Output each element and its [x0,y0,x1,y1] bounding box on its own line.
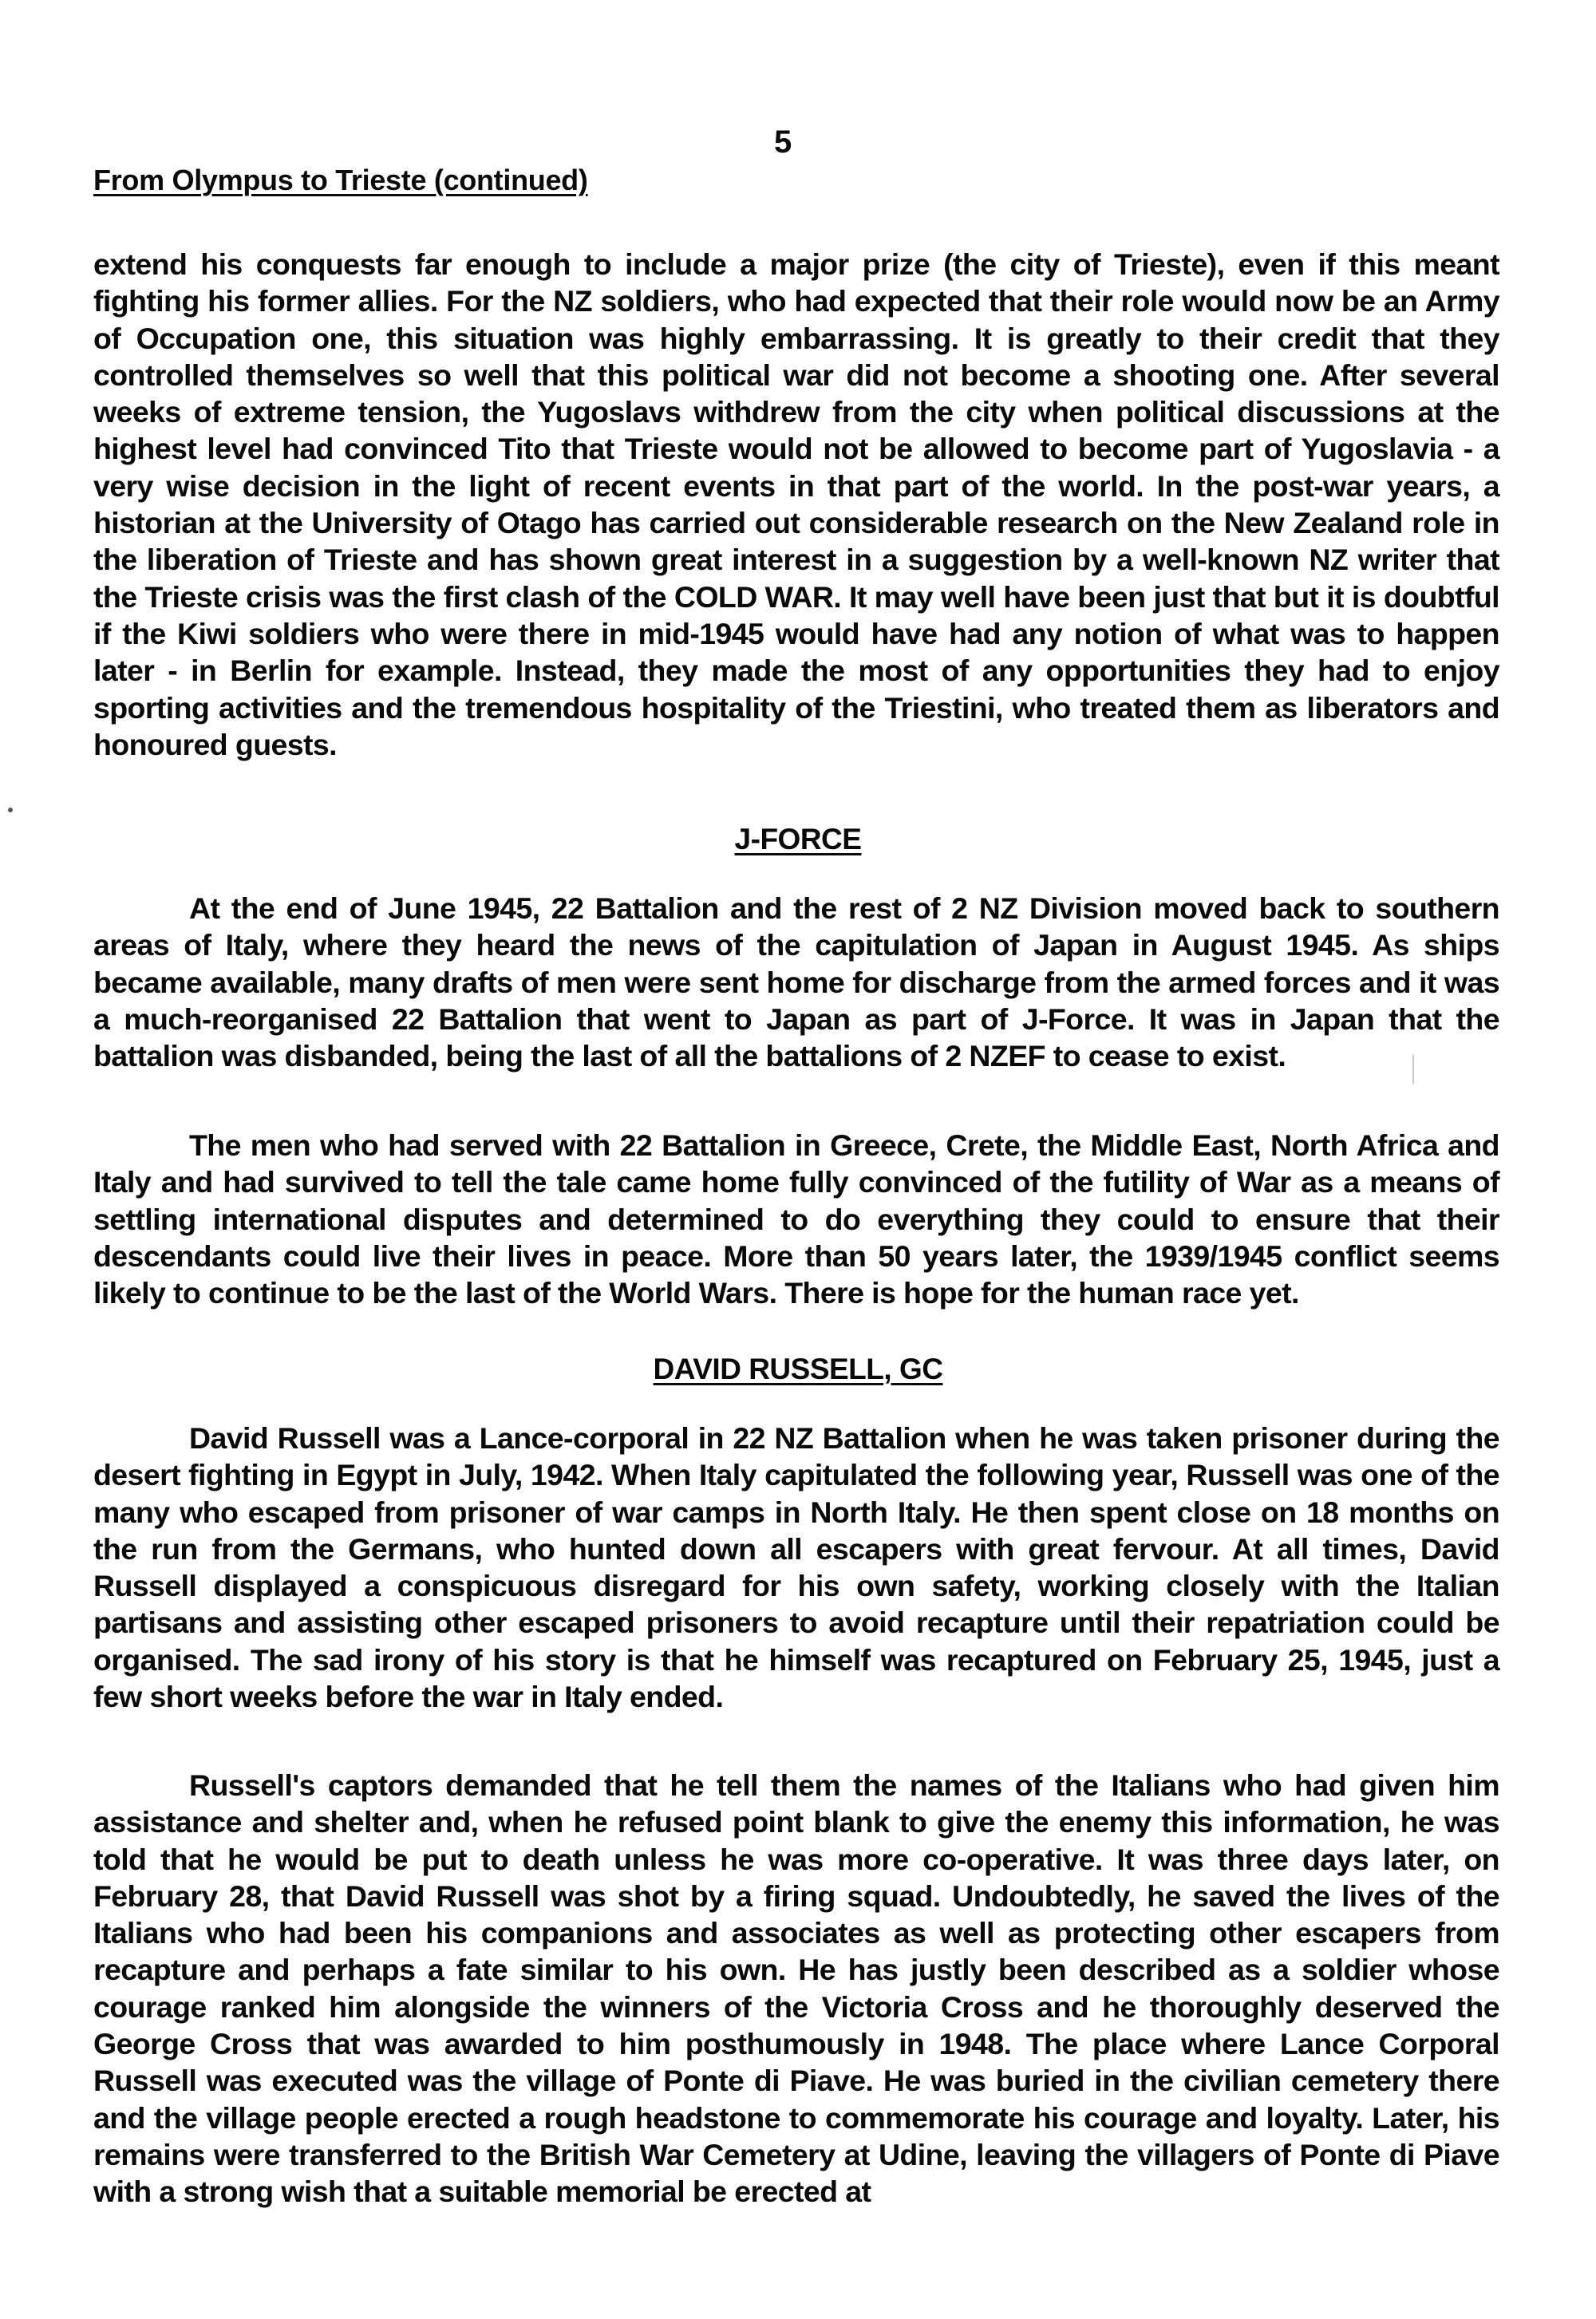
russell-heading: DAVID RUSSELL, GC [653,1353,943,1385]
page-number: 5 [774,124,792,160]
scan-speck [8,808,13,812]
jforce-paragraph-2: The men who had served with 22 Battalion in Greece, Crete, the Middle East, North Africa and Italy and had survived to tell the tale came home fully convinced of the futility of War as a means of settling international disputes and determined to do everything they could to ensure that their descendants could live their lives in peace. More than 50 years later, the 1939/1945 conflict seems likely to continue to be the last of the World Wars. There is hope for the human race yet. [93,1128,1499,1310]
russell-paragraph-2: Russell's captors demanded that he tell them the names of the Italians who had given him assistance and shelter and, when he refused point blank to give the enemy this information, he was told that he would be put to death unless he was more co-operative. It was three days later, on February 28, that David Russell was shot by a firing squad. Undoubtedly, he saved the lives of the Italians who had been his companions and associates as well as protecting other escapers from recapture and perhaps a fate similar to his own. He has justly been described as a soldier whose courage ranked him alongside the winners of the Victoria Cross and he thoroughly deserved the George Cross that was awarded to him posthumously in 1948. The place where Lance Corporal Russell was executed was the village of Ponte di Piave. He was buried in the civilian cemetery there and the village people erected a rough headstone to commemorate his courage and loyalty. Later, his remains were transferred to the British War Cemetery at Udine, leaving the villagers of Ponte di Piave with a strong wish that a suitable memorial be erected at [93,1768,1499,2209]
running-head: From Olympus to Trieste (continued) [93,164,588,196]
russell-paragraph-1: David Russell was a Lance-corporal in 22 NZ Battalion when he was taken prisoner during the desert fighting in Egypt in July, 1942. When Italy capitulated the following year, Russell was one of the many who escaped from prisoner of war camps in North Italy. He then spent close on 18 months on the run from the Germans, who hunted down all escapers with great fervour. At all times, David Russell displayed a conspicuous disregard for his own safety, working closely with the Italian partisans and assisting other escaped prisoners to avoid recapture until their repatriation could be organised. The sad irony of his story is that he himself was recaptured on February 25, 1945, just a few short weeks before the war in Italy ended. [93,1421,1499,1714]
intro-paragraph: extend his conquests far enough to include a major prize (the city of Trieste), even if this meant fighting his former allies. For the NZ soldiers, who had expected that their role would now be an Army of Occupation one, this situation was highly embarrassing. It is greatly to their credit that they controlled themselves so well that this political war did not become a shooting one. After several weeks of extreme tension, the Yugoslavs withdrew from the city when political discussions at the highest level had convinced Tito that Trieste would not be allowed to become part of Yugoslavia - a very wise decision in the light of recent events in that part of the world. In the post-war years, a historian at the University of Otago has carried out considerable research on the New Zealand role in the liberation of Trieste and has shown great interest in a suggestion by a well-known NZ writer that the Trieste crisis was the first clash of the COLD WAR. It may well have been just that but it is doubtful if the Kiwi soldiers who were there in mid-1945 would have had any notion of what was to happen later - in Berlin for example. Instead, they made the most of any opportunities they had to enjoy sporting activities and the tremendous hospitality of the Triestini, who treated them as liberators and honoured guests. [93,247,1499,761]
jforce-paragraph-1: At the end of June 1945, 22 Battalion and the rest of 2 NZ Division moved back to southern areas of Italy, where they heard the news of the capitulation of Japan in August 1945. As ships became available, many drafts of men were sent home for discharge from the armed forces and it was a much-reorganised 22 Battalion that went to Japan as part of J-Force. It was in Japan that the battalion was disbanded, being the last of all the battalions of 2 NZEF to cease to exist. [93,891,1499,1073]
jforce-heading: J-FORCE [734,823,862,855]
scan-pencil-mark [1412,1055,1414,1084]
